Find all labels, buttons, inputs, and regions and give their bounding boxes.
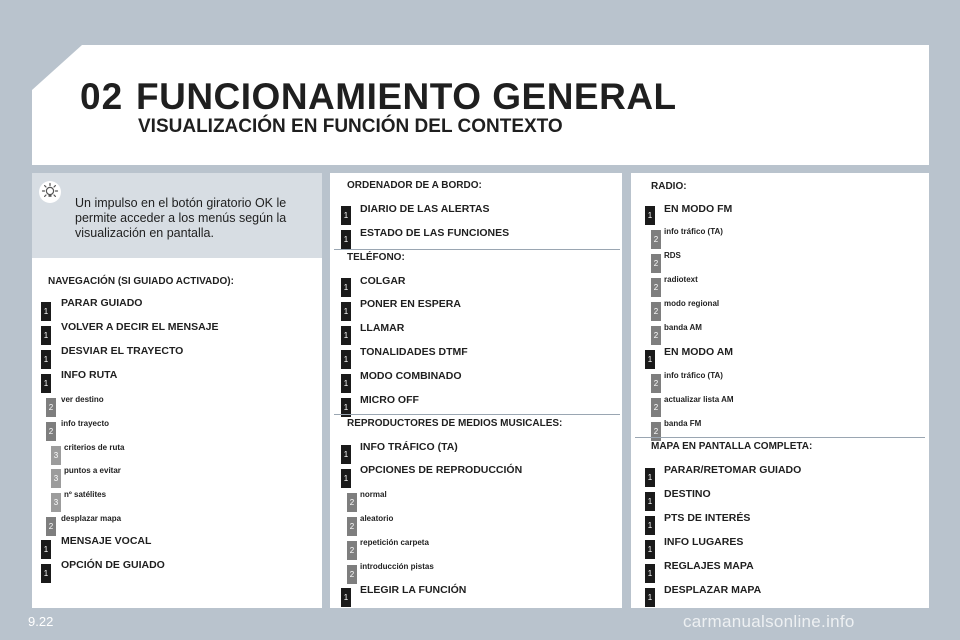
level-badge: 1	[41, 350, 51, 369]
menu-item-introduccion-pistas: introducción pistas	[360, 562, 434, 571]
level-badge: 1	[41, 374, 51, 393]
menu-item-ver-destino: ver destino	[61, 395, 104, 404]
menu-item-poner-espera: PONER EN ESPERA	[360, 298, 461, 310]
menu-item-en-modo-am: EN MODO AM	[664, 346, 734, 358]
level-badge: 2	[347, 493, 357, 512]
level-badge: 2	[347, 517, 357, 536]
section-title-mapa-pantalla: MAPA EN PANTALLA COMPLETA:	[651, 441, 813, 452]
menu-item-n-satelites: nº satélites	[64, 490, 107, 499]
menu-item-actualizar-lista-am: actualizar lista AM	[664, 395, 734, 404]
menu-item-radiotext: radiotext	[664, 275, 698, 284]
level-badge: 1	[645, 350, 655, 369]
menu-item-banda-am: banda AM	[664, 323, 702, 332]
section-title-reproductores: REPRODUCTORES DE MEDIOS MUSICALES:	[347, 418, 563, 429]
level-badge: 2	[651, 302, 661, 321]
level-badge: 1	[41, 540, 51, 559]
level-badge: 1	[41, 326, 51, 345]
level-badge: 2	[651, 422, 661, 441]
level-badge: 1	[341, 445, 351, 464]
page-subtitle: VISUALIZACIÓN EN FUNCIÓN DEL CONTEXTO	[138, 116, 563, 137]
menu-item-desviar-trayecto: DESVIAR EL TRAYECTO	[61, 345, 184, 357]
menu-item-opciones-reproduccion: OPCIONES DE REPRODUCCIÓN	[360, 464, 523, 476]
section-title-navegacion: NAVEGACIÓN (SI GUIADO ACTIVADO):	[48, 276, 234, 287]
section-title-telefono: TELÉFONO:	[347, 252, 405, 263]
level-badge: 1	[645, 540, 655, 559]
menu-item-elegir-funcion: ELEGIR LA FUNCIÓN	[360, 584, 467, 596]
menu-item-desplazar-mapa: desplazar mapa	[61, 514, 122, 523]
section-divider	[334, 249, 620, 250]
level-badge: 1	[645, 206, 655, 225]
menu-item-criterios-ruta: criterios de ruta	[64, 443, 125, 452]
level-badge: 1	[41, 302, 51, 321]
menu-item-en-modo-fm: EN MODO FM	[664, 203, 733, 215]
level-badge: 1	[645, 564, 655, 583]
menu-item-pts-interes: PTS DE INTERÉS	[664, 512, 751, 524]
tip-text: Un impulso en el botón giratorio OK le permite acceder a los menús según la visualización en pantalla.	[75, 196, 287, 240]
level-badge: 3	[51, 469, 61, 488]
section-title-radio: RADIO:	[651, 181, 687, 192]
level-badge: 2	[46, 422, 56, 441]
level-badge: 1	[341, 350, 351, 369]
menu-item-parar-guiado: PARAR GUIADO	[61, 297, 143, 309]
level-badge: 2	[651, 326, 661, 345]
level-badge: 2	[46, 517, 56, 536]
level-badge: 1	[645, 588, 655, 607]
menu-item-normal: normal	[360, 490, 387, 499]
level-badge: 3	[51, 493, 61, 512]
page-number: 9.22	[28, 614, 54, 629]
level-badge: 2	[651, 254, 661, 273]
page-title: FUNCIONAMIENTO GENERAL	[136, 76, 677, 117]
menu-item-puntos-evitar: puntos a evitar	[64, 466, 121, 475]
menu-item-aleatorio: aleatorio	[360, 514, 394, 523]
menu-item-parar-retomar-guiado: PARAR/RETOMAR GUIADO	[664, 464, 802, 476]
level-badge: 1	[341, 326, 351, 345]
level-badge: 3	[51, 446, 61, 465]
menu-item-desplazar-mapa-full: DESPLAZAR MAPA	[664, 584, 762, 596]
level-badge: 1	[645, 468, 655, 487]
menu-item-banda-fm: banda FM	[664, 419, 702, 428]
menu-item-info-ruta: INFO RUTA	[61, 369, 118, 381]
menu-item-info-trafico-ta: INFO TRÁFICO (TA)	[360, 441, 458, 453]
level-badge: 2	[347, 541, 357, 560]
menu-item-colgar: COLGAR	[360, 275, 406, 287]
menu-item-diario-alertas: DIARIO DE LAS ALERTAS	[360, 203, 490, 215]
level-badge: 2	[651, 230, 661, 249]
level-badge: 2	[651, 398, 661, 417]
level-badge: 1	[341, 206, 351, 225]
menu-item-reglajes-mapa: REGLAJES MAPA	[664, 560, 754, 572]
menu-item-info-lugares: INFO LUGARES	[664, 536, 744, 548]
level-badge: 1	[341, 278, 351, 297]
level-badge: 1	[341, 230, 351, 249]
menu-item-info-trafico-fm: info tráfico (TA)	[664, 227, 723, 236]
menu-item-rds: RDS	[664, 251, 681, 260]
menu-item-tonalidades-dtmf: TONALIDADES DTMF	[360, 346, 468, 358]
menu-item-volver-decir-mensaje: VOLVER A DECIR EL MENSAJE	[61, 321, 219, 333]
section-title-ordenador: ORDENADOR DE A BORDO:	[347, 180, 482, 191]
level-badge: 2	[651, 278, 661, 297]
menu-item-estado-funciones: ESTADO DE LAS FUNCIONES	[360, 227, 510, 239]
menu-item-modo-regional: modo regional	[664, 299, 720, 308]
menu-item-info-trayecto: info trayecto	[61, 419, 110, 428]
level-badge: 1	[341, 374, 351, 393]
menu-item-opcion-guiado: OPCIÓN DE GUIADO	[61, 559, 165, 571]
menu-item-micro-off: MICRO OFF	[360, 394, 419, 406]
level-badge: 1	[341, 398, 351, 417]
level-badge: 1	[41, 564, 51, 583]
menu-item-destino: DESTINO	[664, 488, 711, 500]
watermark: carmanualsonline.info	[683, 612, 855, 631]
menu-item-repeticion-carpeta: repetición carpeta	[360, 538, 429, 547]
menu-item-llamar: LLAMAR	[360, 322, 405, 334]
level-badge: 1	[341, 302, 351, 321]
section-divider	[334, 414, 620, 415]
level-badge: 1	[645, 516, 655, 535]
level-badge: 2	[347, 565, 357, 584]
light-bulb-icon	[38, 180, 62, 204]
section-divider	[635, 437, 925, 438]
menu-item-modo-combinado: MODO COMBINADO	[360, 370, 462, 382]
level-badge: 1	[341, 588, 351, 607]
level-badge: 2	[651, 374, 661, 393]
level-badge: 2	[46, 398, 56, 417]
menu-item-mensaje-vocal: MENSAJE VOCAL	[61, 535, 152, 547]
chapter-number: 02	[80, 76, 124, 117]
menu-item-info-trafico-am: info tráfico (TA)	[664, 371, 723, 380]
level-badge: 1	[645, 492, 655, 511]
level-badge: 1	[341, 469, 351, 488]
